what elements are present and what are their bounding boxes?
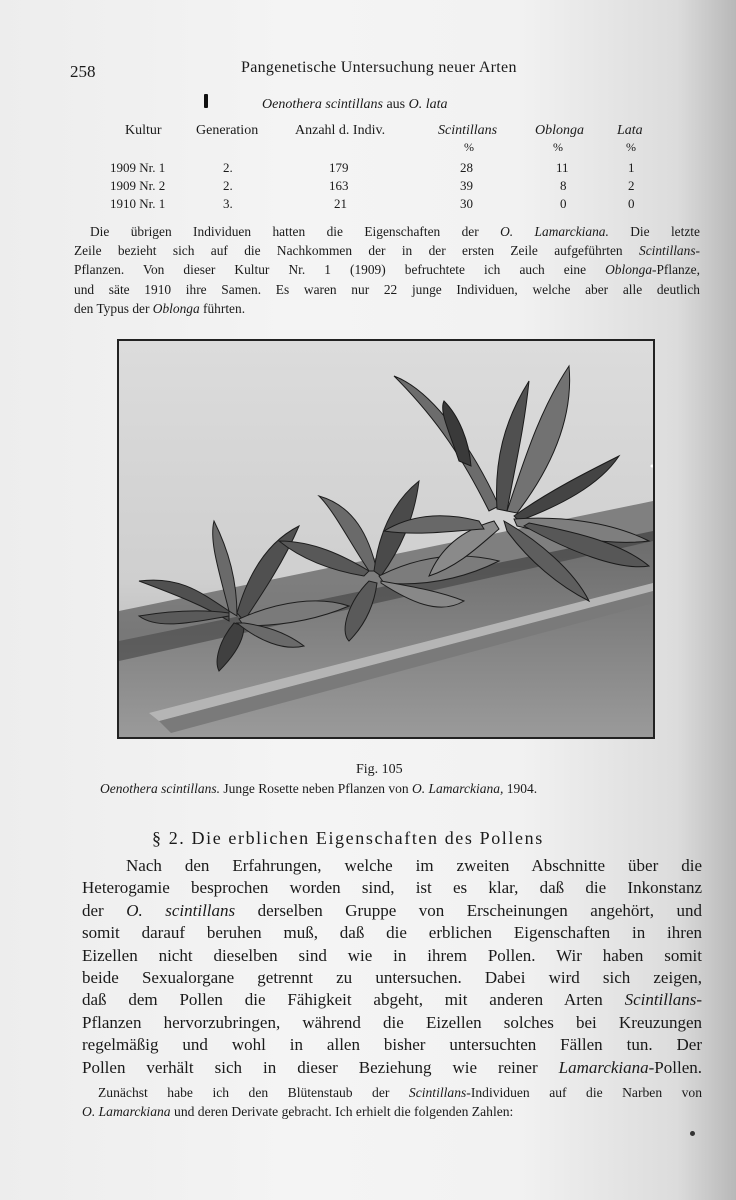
table-row-1-generation: 2. <box>223 160 233 175</box>
table-row-3-oblonga: 0 <box>560 196 567 211</box>
body-line-2: Heterogamie besprochen worden sind, ist es klar, daß die Inkonstanz <box>82 878 702 898</box>
table-row-2-kultur: 1909 Nr. 2 <box>110 178 166 193</box>
table-caption-lata: O. lata <box>408 97 448 112</box>
body-line-6: beide Sexualorgane getrennt zu untersuchen. Dabei wird sich zeigen, <box>82 968 702 988</box>
pct-lata: % <box>626 140 636 154</box>
table-caption <box>262 97 448 113</box>
section-heading: § 2. Die erblichen Eigenschaften des Pollens <box>152 828 544 848</box>
figure-photo <box>117 339 655 739</box>
body-line-8: Pflanzen hervorzubringen, während die Eizellen solches bei Kreuzungen <box>82 1012 702 1032</box>
table-row-1-lata: 1 <box>628 160 635 175</box>
table-row-3-generation: 3. <box>223 196 233 211</box>
col-header-lata: Lata <box>617 123 643 138</box>
running-title: Pangenetische Untersuchung neuer Arten <box>241 59 517 76</box>
figure-caption: Oenothera scintillans. Junge Rosette neben Pflanzen von O. Lamarckiana, 1904. <box>100 781 538 796</box>
body-line-3: der O. scintillans derselben Gruppe von Erscheinungen angehört, und <box>82 900 702 920</box>
col-header-generation: Generation <box>196 123 259 138</box>
small-line-2: O. Lamarckiana und deren Derivate gebracht. Ich erhielt die folgenden Zahlen: <box>82 1104 514 1119</box>
body-line-10: Pollen verhält sich in dieser Beziehung wie reiner Lamarckiana-Pollen. <box>82 1057 702 1077</box>
table-row-2-generation: 2. <box>223 178 233 193</box>
ink-mark <box>204 94 208 108</box>
body-paragraph <box>82 855 702 1079</box>
body-line-4: somit darauf beruhen muß, daß die erblichen Eigenschaften in ihren <box>82 923 702 943</box>
body-line-1: Nach den Erfahrungen, welche im zweiten Abschnitte über die <box>126 856 702 875</box>
table-row-3-kultur: 1910 Nr. 1 <box>110 196 166 211</box>
para-line-3: Pflanzen. Von dieser Kultur Nr. 1 (1909) befruchtete ich auch eine Oblonga-Pflanze, <box>74 262 700 278</box>
table-row-2-oblonga: 8 <box>560 178 567 193</box>
table-row-3-scintillans: 30 <box>460 196 473 211</box>
table-row-2-lata: 2 <box>628 178 635 193</box>
table-row-2-anzahl: 163 <box>329 178 349 193</box>
col-header-scintillans: Scintillans <box>438 123 498 138</box>
col-header-oblonga: Oblonga <box>535 123 584 138</box>
table-row-1-scintillans: 28 <box>460 160 473 175</box>
table-row-2-scintillans: 39 <box>460 178 473 193</box>
table-row-3-lata: 0 <box>628 196 635 211</box>
small-paragraph <box>82 1083 702 1121</box>
body-line-9: regelmäßig und wohl in allen bisher untersuchten Fällen tun. Der <box>82 1035 702 1055</box>
body-line-5: Eizellen nicht dieselben sind wie in ihrem Pollen. Wir haben somit <box>82 945 702 965</box>
table-row-1-oblonga: 11 <box>556 160 569 175</box>
small-line-1: Zunächst habe ich den Blütenstaub der Scintillans-Individuen auf die Narben von <box>98 1085 702 1100</box>
para-line-2: Zeile bezieht sich auf die Nachkommen der in der ersten Zeile aufgeführten Scintillans- <box>74 243 700 259</box>
table-row-3-anzahl: 21 <box>334 196 347 211</box>
table-caption-aus: aus <box>386 97 406 112</box>
pct-oblonga: % <box>553 140 563 154</box>
body-line-7: daß dem Pollen die Fähigkeit abgeht, mit anderen Arten Scintillans- <box>82 990 703 1010</box>
table-caption-species: Oenothera scintillans <box>262 97 383 112</box>
para-line-1: Die übrigen Individuen hatten die Eigenschaften der O. Lamarckiana. Die letzte <box>90 224 700 239</box>
page-number: 258 <box>70 62 96 81</box>
para-line-5: den Typus der Oblonga führten. <box>74 300 246 316</box>
para-line-4: und säte 1910 ihre Samen. Es waren nur 22 junge Individuen, welche aber alle deutlich <box>74 281 700 297</box>
plant-photo-illustration <box>119 341 653 737</box>
table-row-1-kultur: 1909 Nr. 1 <box>110 160 166 175</box>
col-header-anzahl: Anzahl d. Indiv. <box>295 123 386 138</box>
col-header-kultur: Kultur <box>125 123 162 138</box>
ink-speck <box>690 1131 695 1136</box>
pct-scintillans: % <box>464 140 474 154</box>
table-row-1-anzahl: 179 <box>329 160 349 175</box>
paragraph-table-note <box>74 222 700 318</box>
figure-label: Fig. 105 <box>356 762 403 777</box>
